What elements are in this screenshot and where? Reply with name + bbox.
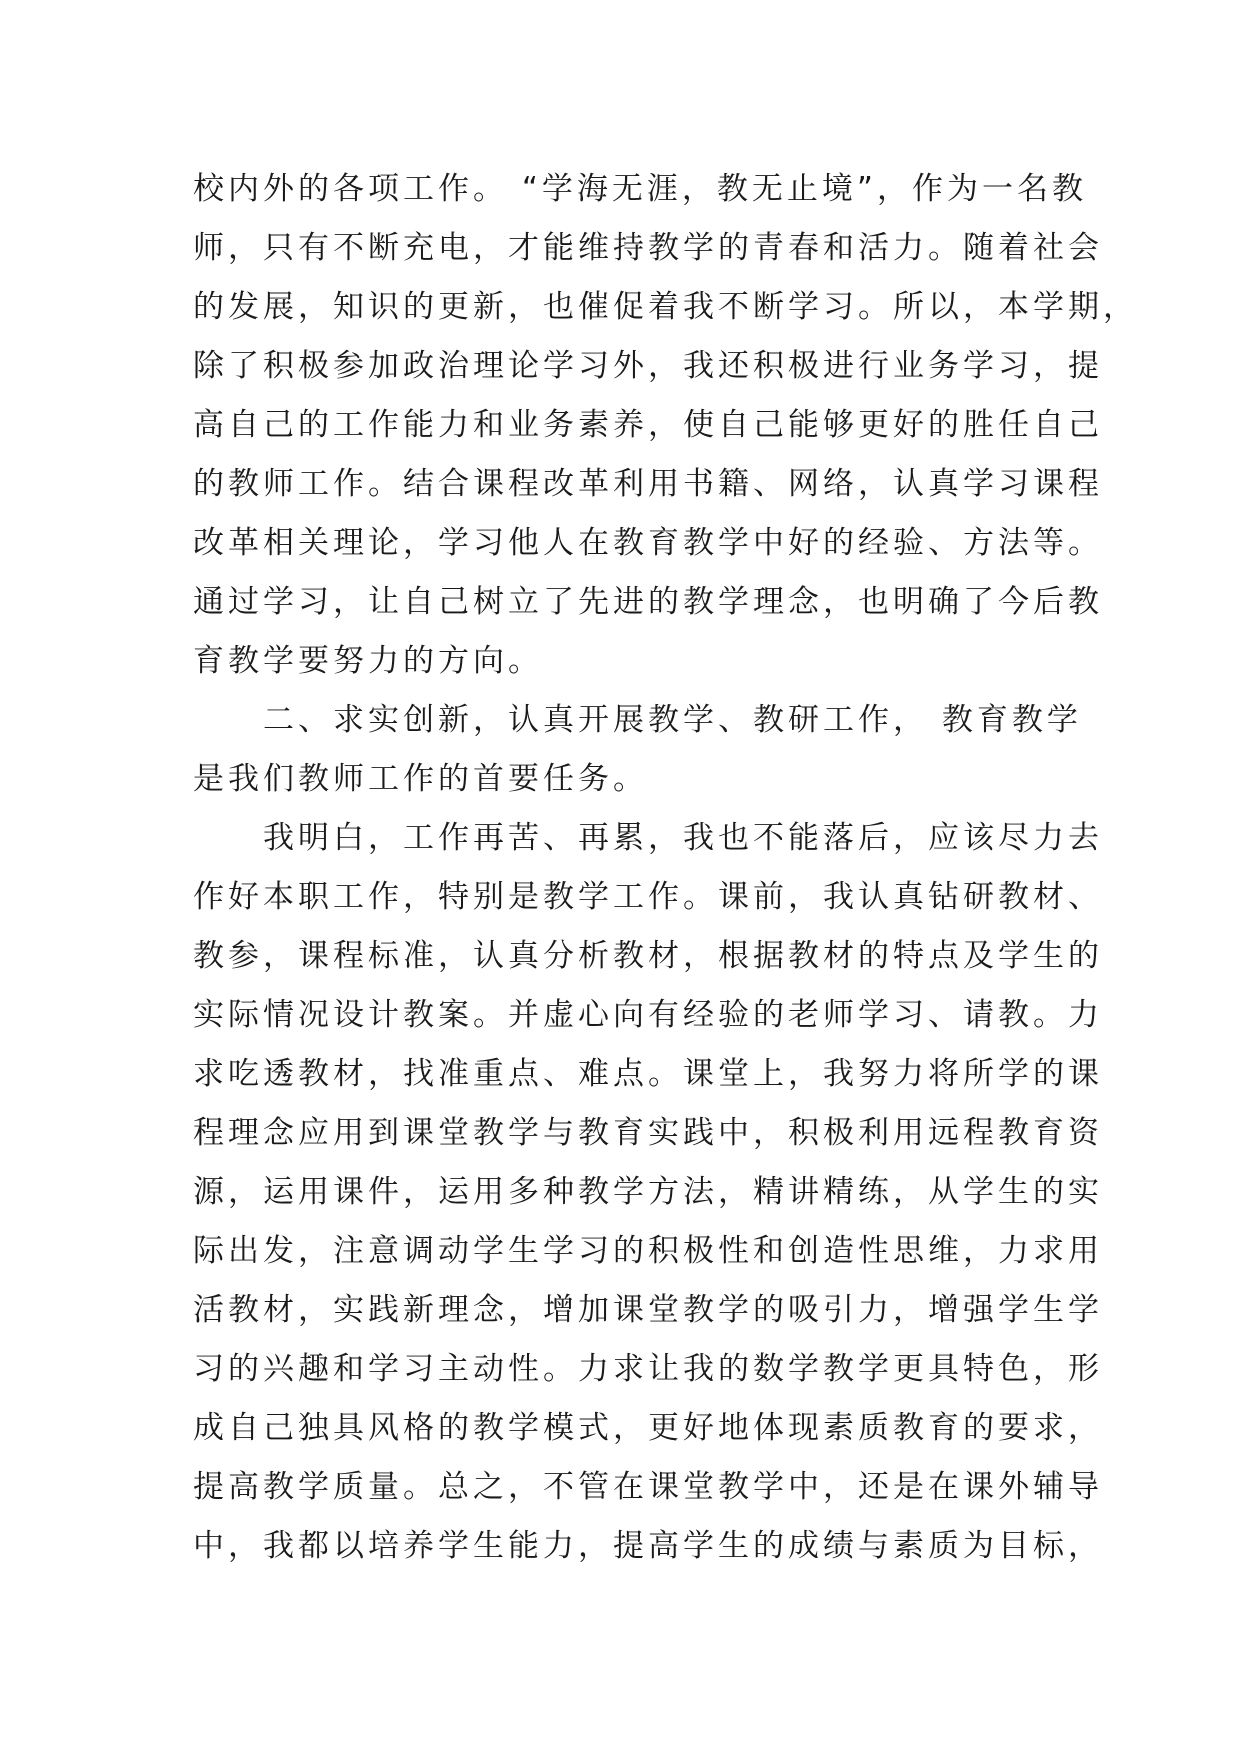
text-line: 教参，课程标准，认真分析教材，根据教材的特点及学生的 bbox=[193, 938, 1103, 974]
text-line: 际出发，注意调动学生学习的积极性和创造性思维，力求用 bbox=[193, 1233, 1103, 1269]
section-heading-line: 二、求实创新，认真开展教学、教研工作， 教育教学 bbox=[263, 702, 1082, 738]
text-line: 源，运用课件，运用多种教学方法，精讲精练，从学生的实 bbox=[193, 1174, 1103, 1210]
text-line: 提高教学质量。总之，不管在课堂教学中，还是在课外辅导 bbox=[193, 1469, 1103, 1505]
text-line: 成自己独具风格的教学模式，更好地体现素质教育的要求， bbox=[193, 1410, 1103, 1446]
text-line: 习的兴趣和学习主动性。力求让我的数学教学更具特色，形 bbox=[193, 1351, 1103, 1387]
text-line: 的发展，知识的更新，也催促着我不断学习。所以，本学期， bbox=[193, 289, 1138, 325]
text-line: 实际情况设计教案。并虚心向有经验的老师学习、请教。力 bbox=[193, 997, 1103, 1033]
text-line: 师，只有不断充电，才能维持教学的青春和活力。随着社会 bbox=[193, 230, 1103, 266]
text-line: 程理念应用到课堂教学与教育实践中，积极利用远程教育资 bbox=[193, 1115, 1103, 1151]
text-line: 改革相关理论，学习他人在教育教学中好的经验、方法等。 bbox=[193, 525, 1103, 561]
text-line: 通过学习，让自己树立了先进的教学理念，也明确了今后教 bbox=[193, 584, 1103, 620]
text-line: 活教材，实践新理念，增加课堂教学的吸引力，增强学生学 bbox=[193, 1292, 1103, 1328]
text-line: 作好本职工作，特别是教学工作。课前，我认真钻研教材、 bbox=[193, 879, 1103, 915]
text-line: 求吃透教材，找准重点、难点。课堂上，我努力将所学的课 bbox=[193, 1056, 1103, 1092]
text-line: 校内外的各项工作。 “学海无涯，教无止境”，作为一名教 bbox=[193, 171, 1087, 207]
body-text bbox=[193, 160, 1138, 1576]
text-line: 高自己的工作能力和业务素养，使自己能够更好的胜任自己 bbox=[193, 407, 1103, 443]
paragraph-start-line: 我明白，工作再苦、再累，我也不能落后，应该尽力去 bbox=[263, 820, 1103, 856]
text-line: 除了积极参加政治理论学习外，我还积极进行业务学习，提 bbox=[193, 348, 1103, 384]
text-line: 的教师工作。结合课程改革利用书籍、网络，认真学习课程 bbox=[193, 466, 1103, 502]
text-line: 是我们教师工作的首要任务。 bbox=[193, 761, 648, 797]
text-line: 育教学要努力的方向。 bbox=[193, 643, 543, 679]
text-line: 中，我都以培养学生能力，提高学生的成绩与素质为目标， bbox=[193, 1528, 1103, 1564]
